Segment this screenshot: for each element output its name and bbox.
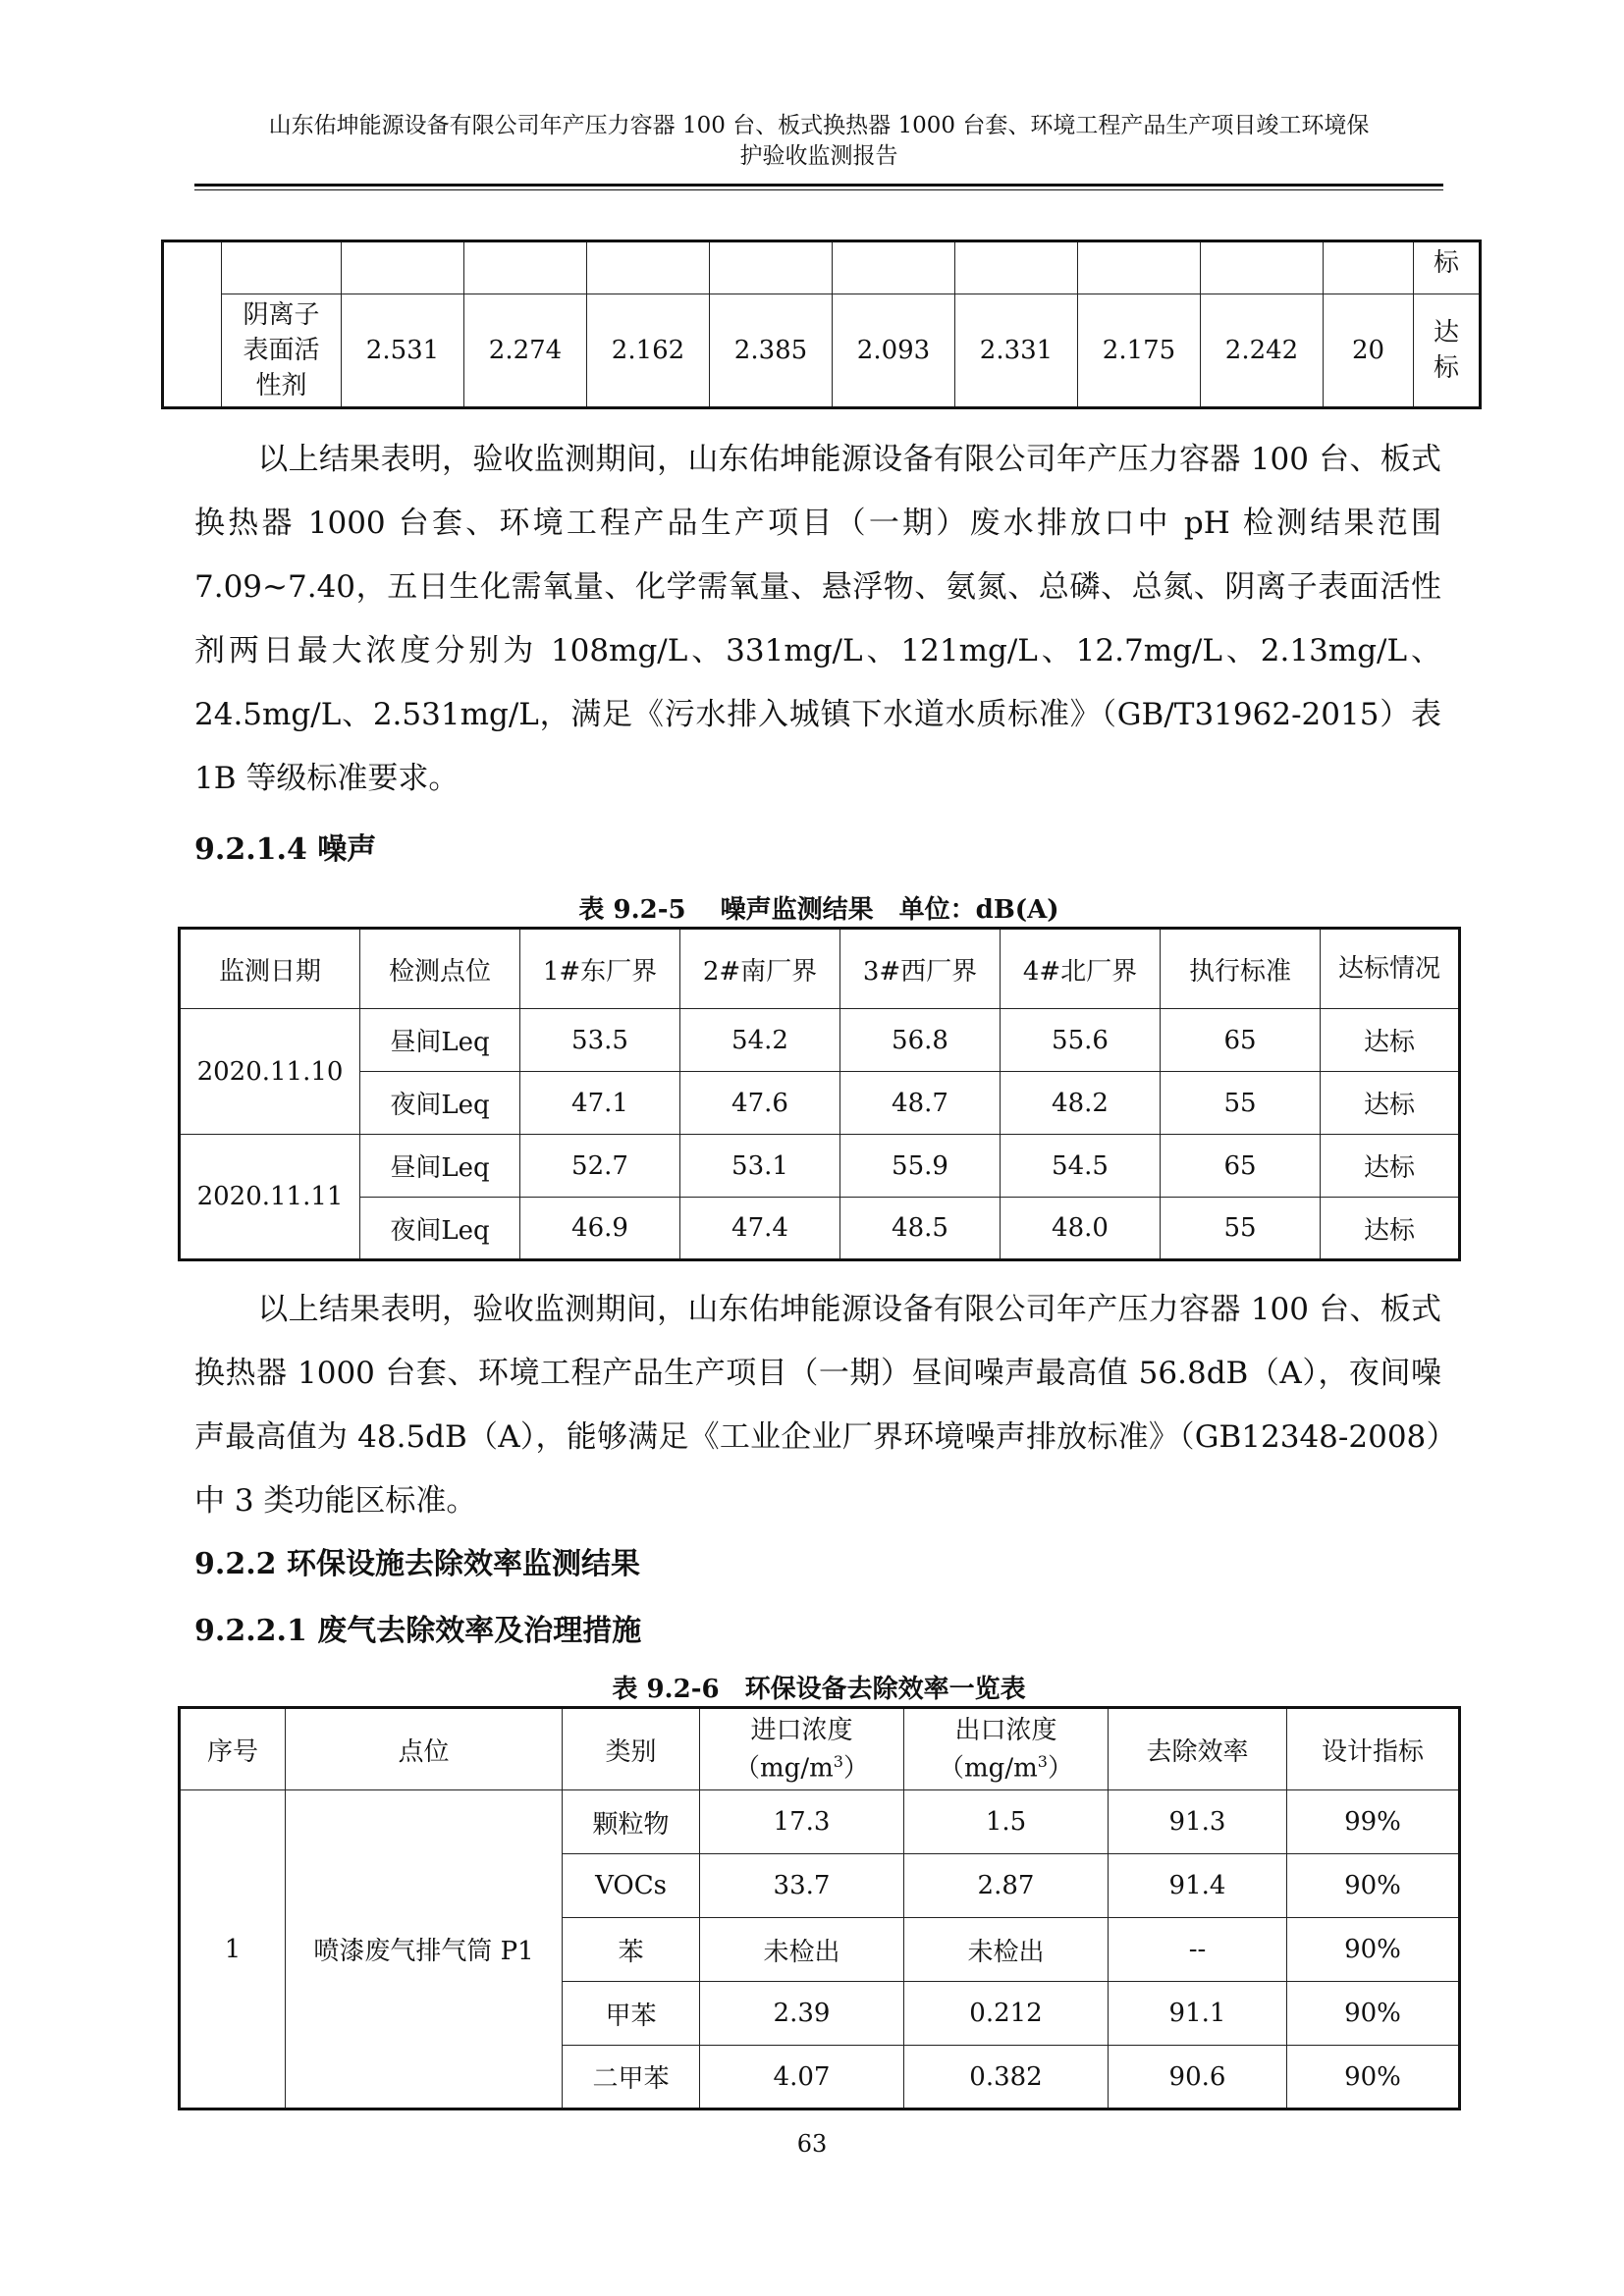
table-row (180, 1198, 1460, 1260)
column-header: 4#北厂界 (1001, 929, 1161, 1009)
column-header: 设计指标 (1287, 1708, 1460, 1790)
outlet-cell: 1.5 (904, 1790, 1109, 1854)
efficiency-cell: 91.1 (1109, 1982, 1287, 2046)
value-cell: 47.6 (680, 1072, 840, 1135)
point-cell: 夜间Leq (360, 1072, 520, 1135)
date-cell: 2020.11.11 (180, 1135, 360, 1260)
table-row (180, 1009, 1460, 1072)
column-header: 检测点位 (360, 929, 520, 1009)
standard-cell: 55 (1161, 1198, 1321, 1260)
column-header: 监测日期 (180, 929, 360, 1009)
header-line-2: 护验收监测报告 (739, 143, 898, 169)
date-cell: 2020.11.10 (180, 1009, 360, 1135)
table-caption-efficiency: 表 9.2-6 环保设备去除效率一览表 (612, 1675, 1026, 1704)
inlet-label: 进口浓度 (750, 1715, 853, 1745)
status-cell: 达标 (1321, 1135, 1460, 1198)
value-cell: 48.2 (1001, 1072, 1161, 1135)
outlet-label: 出口浓度 (954, 1715, 1057, 1745)
value-cell: 47.4 (680, 1198, 840, 1260)
standard-cell: 65 (1161, 1009, 1321, 1072)
column-header: 点位 (286, 1708, 563, 1790)
merged-date-cell (163, 241, 222, 408)
value-cell: 55.6 (1001, 1009, 1161, 1072)
outlet-cell: 2.87 (904, 1854, 1109, 1918)
value-cell: 48.0 (1001, 1198, 1161, 1260)
inlet-cell: 4.07 (700, 2046, 904, 2109)
header-rule-thick (194, 184, 1443, 187)
design-cell: 90% (1287, 1982, 1460, 2046)
category-cell: 颗粒物 (563, 1790, 700, 1854)
value-cell: 2.162 (587, 294, 710, 408)
value-cell: 52.7 (520, 1135, 680, 1198)
unit-label: $(mg/m^3)$ (939, 1751, 1073, 1784)
status-cell: 标 (1414, 241, 1481, 294)
table-row (180, 1790, 1460, 1854)
design-cell: 99% (1287, 1790, 1460, 1854)
value-cell: 54.2 (680, 1009, 840, 1072)
efficiency-table (178, 1706, 1461, 2110)
value-cell: 48.5 (840, 1198, 1001, 1260)
inlet-cell: 33.7 (700, 1854, 904, 1918)
inlet-cell: 未检出 (700, 1918, 904, 1982)
item-cell: 阴离子表面活性剂 (222, 294, 342, 408)
table-header-row (180, 1708, 1460, 1790)
value-cell: 55.9 (840, 1135, 1001, 1198)
column-header: 3#西厂界 (840, 929, 1001, 1009)
column-header-outlet (904, 1708, 1109, 1790)
point-cell: 喷漆废气排气筒 P1 (286, 1790, 563, 2109)
column-header: 执行标准 (1161, 929, 1321, 1009)
value-cell: 2.331 (955, 294, 1078, 408)
water-quality-table-continued (161, 240, 1482, 409)
value-cell: 53.5 (520, 1009, 680, 1072)
table-caption-noise: 表 9.2-5 噪声监测结果 单位：dB(A) (578, 895, 1059, 925)
category-cell: 二甲苯 (563, 2046, 700, 2109)
section-heading-noise: 9.2.1.4 噪声 (194, 832, 377, 867)
efficiency-cell: -- (1109, 1918, 1287, 1982)
column-header: 序号 (180, 1708, 286, 1790)
efficiency-cell: 90.6 (1109, 2046, 1287, 2109)
header-rule-thin (194, 189, 1443, 190)
paragraph-text: 以上结果表明，验收监测期间，山东佑坤能源设备有限公司年产压力容器 100 台、板式换热器 1000 台套、环境工程产品生产项目（一期）昼间噪声最高值 56.8dB（A），夜间噪声最高值为 48.5dB（A），能够满足《工业企业厂界环境噪声排放标准》（GB12348-2008）中 3 类功能区标准。 (194, 1292, 1441, 1519)
point-cell: 昼间Leq (360, 1135, 520, 1198)
value-cell: 2.093 (833, 294, 955, 408)
design-cell: 90% (1287, 1854, 1460, 1918)
outlet-cell: 0.212 (904, 1982, 1109, 2046)
table-row (180, 1072, 1460, 1135)
value-cell: 53.1 (680, 1135, 840, 1198)
value-cell: 2.531 (342, 294, 464, 408)
noise-table (178, 927, 1461, 1261)
design-cell: 90% (1287, 1918, 1460, 1982)
page-number: 63 (796, 2130, 828, 2158)
section-heading-9-2-2: 9.2.2 环保设施去除效率监测结果 (194, 1547, 640, 1581)
standard-cell: 20 (1324, 294, 1414, 408)
column-header: 达标情况 (1321, 929, 1460, 1009)
status-cell: 达标 (1414, 294, 1481, 408)
value-cell: 48.7 (840, 1072, 1001, 1135)
status-cell: 达标 (1321, 1072, 1460, 1135)
value-cell: 46.9 (520, 1198, 680, 1260)
seq-cell: 1 (180, 1790, 286, 2109)
status-cell: 达标 (1321, 1198, 1460, 1260)
status-cell: 达标 (1321, 1009, 1460, 1072)
value-cell: 56.8 (840, 1009, 1001, 1072)
column-header: 1#东厂界 (520, 929, 680, 1009)
page-header (194, 111, 1443, 172)
inlet-cell: 17.3 (700, 1790, 904, 1854)
point-cell: 昼间Leq (360, 1009, 520, 1072)
value-cell: 54.5 (1001, 1135, 1161, 1198)
point-cell: 夜间Leq (360, 1198, 520, 1260)
table-header-row (180, 929, 1460, 1009)
category-cell: VOCs (563, 1854, 700, 1918)
paragraph-noise-conclusion (194, 1278, 1441, 1533)
section-heading-9-2-2-1: 9.2.2.1 废气去除效率及治理措施 (194, 1614, 642, 1648)
outlet-cell: 0.382 (904, 2046, 1109, 2109)
inlet-cell: 2.39 (700, 1982, 904, 2046)
standard-cell: 55 (1161, 1072, 1321, 1135)
category-cell: 甲苯 (563, 1982, 700, 2046)
design-cell: 90% (1287, 2046, 1460, 2109)
column-header: 2#南厂界 (680, 929, 840, 1009)
paragraph-wastewater-conclusion (194, 428, 1441, 811)
outlet-cell: 未检出 (904, 1918, 1109, 1982)
value-cell: 2.242 (1201, 294, 1324, 408)
paragraph-text: 以上结果表明，验收监测期间，山东佑坤能源设备有限公司年产压力容器 100 台、板式换热器 1000 台套、环境工程产品生产项目（一期）废水排放口中 pH 检测结果范围 7.09~7.40，五日生化需氧量、化学需氧量、悬浮物、氨氮、总磷、总氮、阴离子表面活性剂两日最大浓度分别为 108mg/L、331mg/L、121mg/L、12.7mg/L、2.13mg/L、24.5mg/L、2.531mg/L，满足《污水排入城镇下水道水质标准》（GB/T31962-2015）表 1B 等级标准要求。 (194, 442, 1441, 796)
value-cell: 47.1 (520, 1072, 680, 1135)
value-cell: 2.175 (1078, 294, 1201, 408)
table-row (180, 1135, 1460, 1198)
unit-label: $(mg/m^3)$ (734, 1751, 869, 1784)
value-cell: 2.385 (710, 294, 833, 408)
header-line-1: 山东佑坤能源设备有限公司年产压力容器 100 台、板式换热器 1000 台套、环境工程产品生产项目竣工环境保 (268, 113, 1370, 138)
efficiency-cell: 91.4 (1109, 1854, 1287, 1918)
column-header: 去除效率 (1109, 1708, 1287, 1790)
column-header: 类别 (563, 1708, 700, 1790)
category-cell: 苯 (563, 1918, 700, 1982)
efficiency-cell: 91.3 (1109, 1790, 1287, 1854)
standard-cell: 65 (1161, 1135, 1321, 1198)
column-header-inlet (700, 1708, 904, 1790)
value-cell: 2.274 (464, 294, 587, 408)
